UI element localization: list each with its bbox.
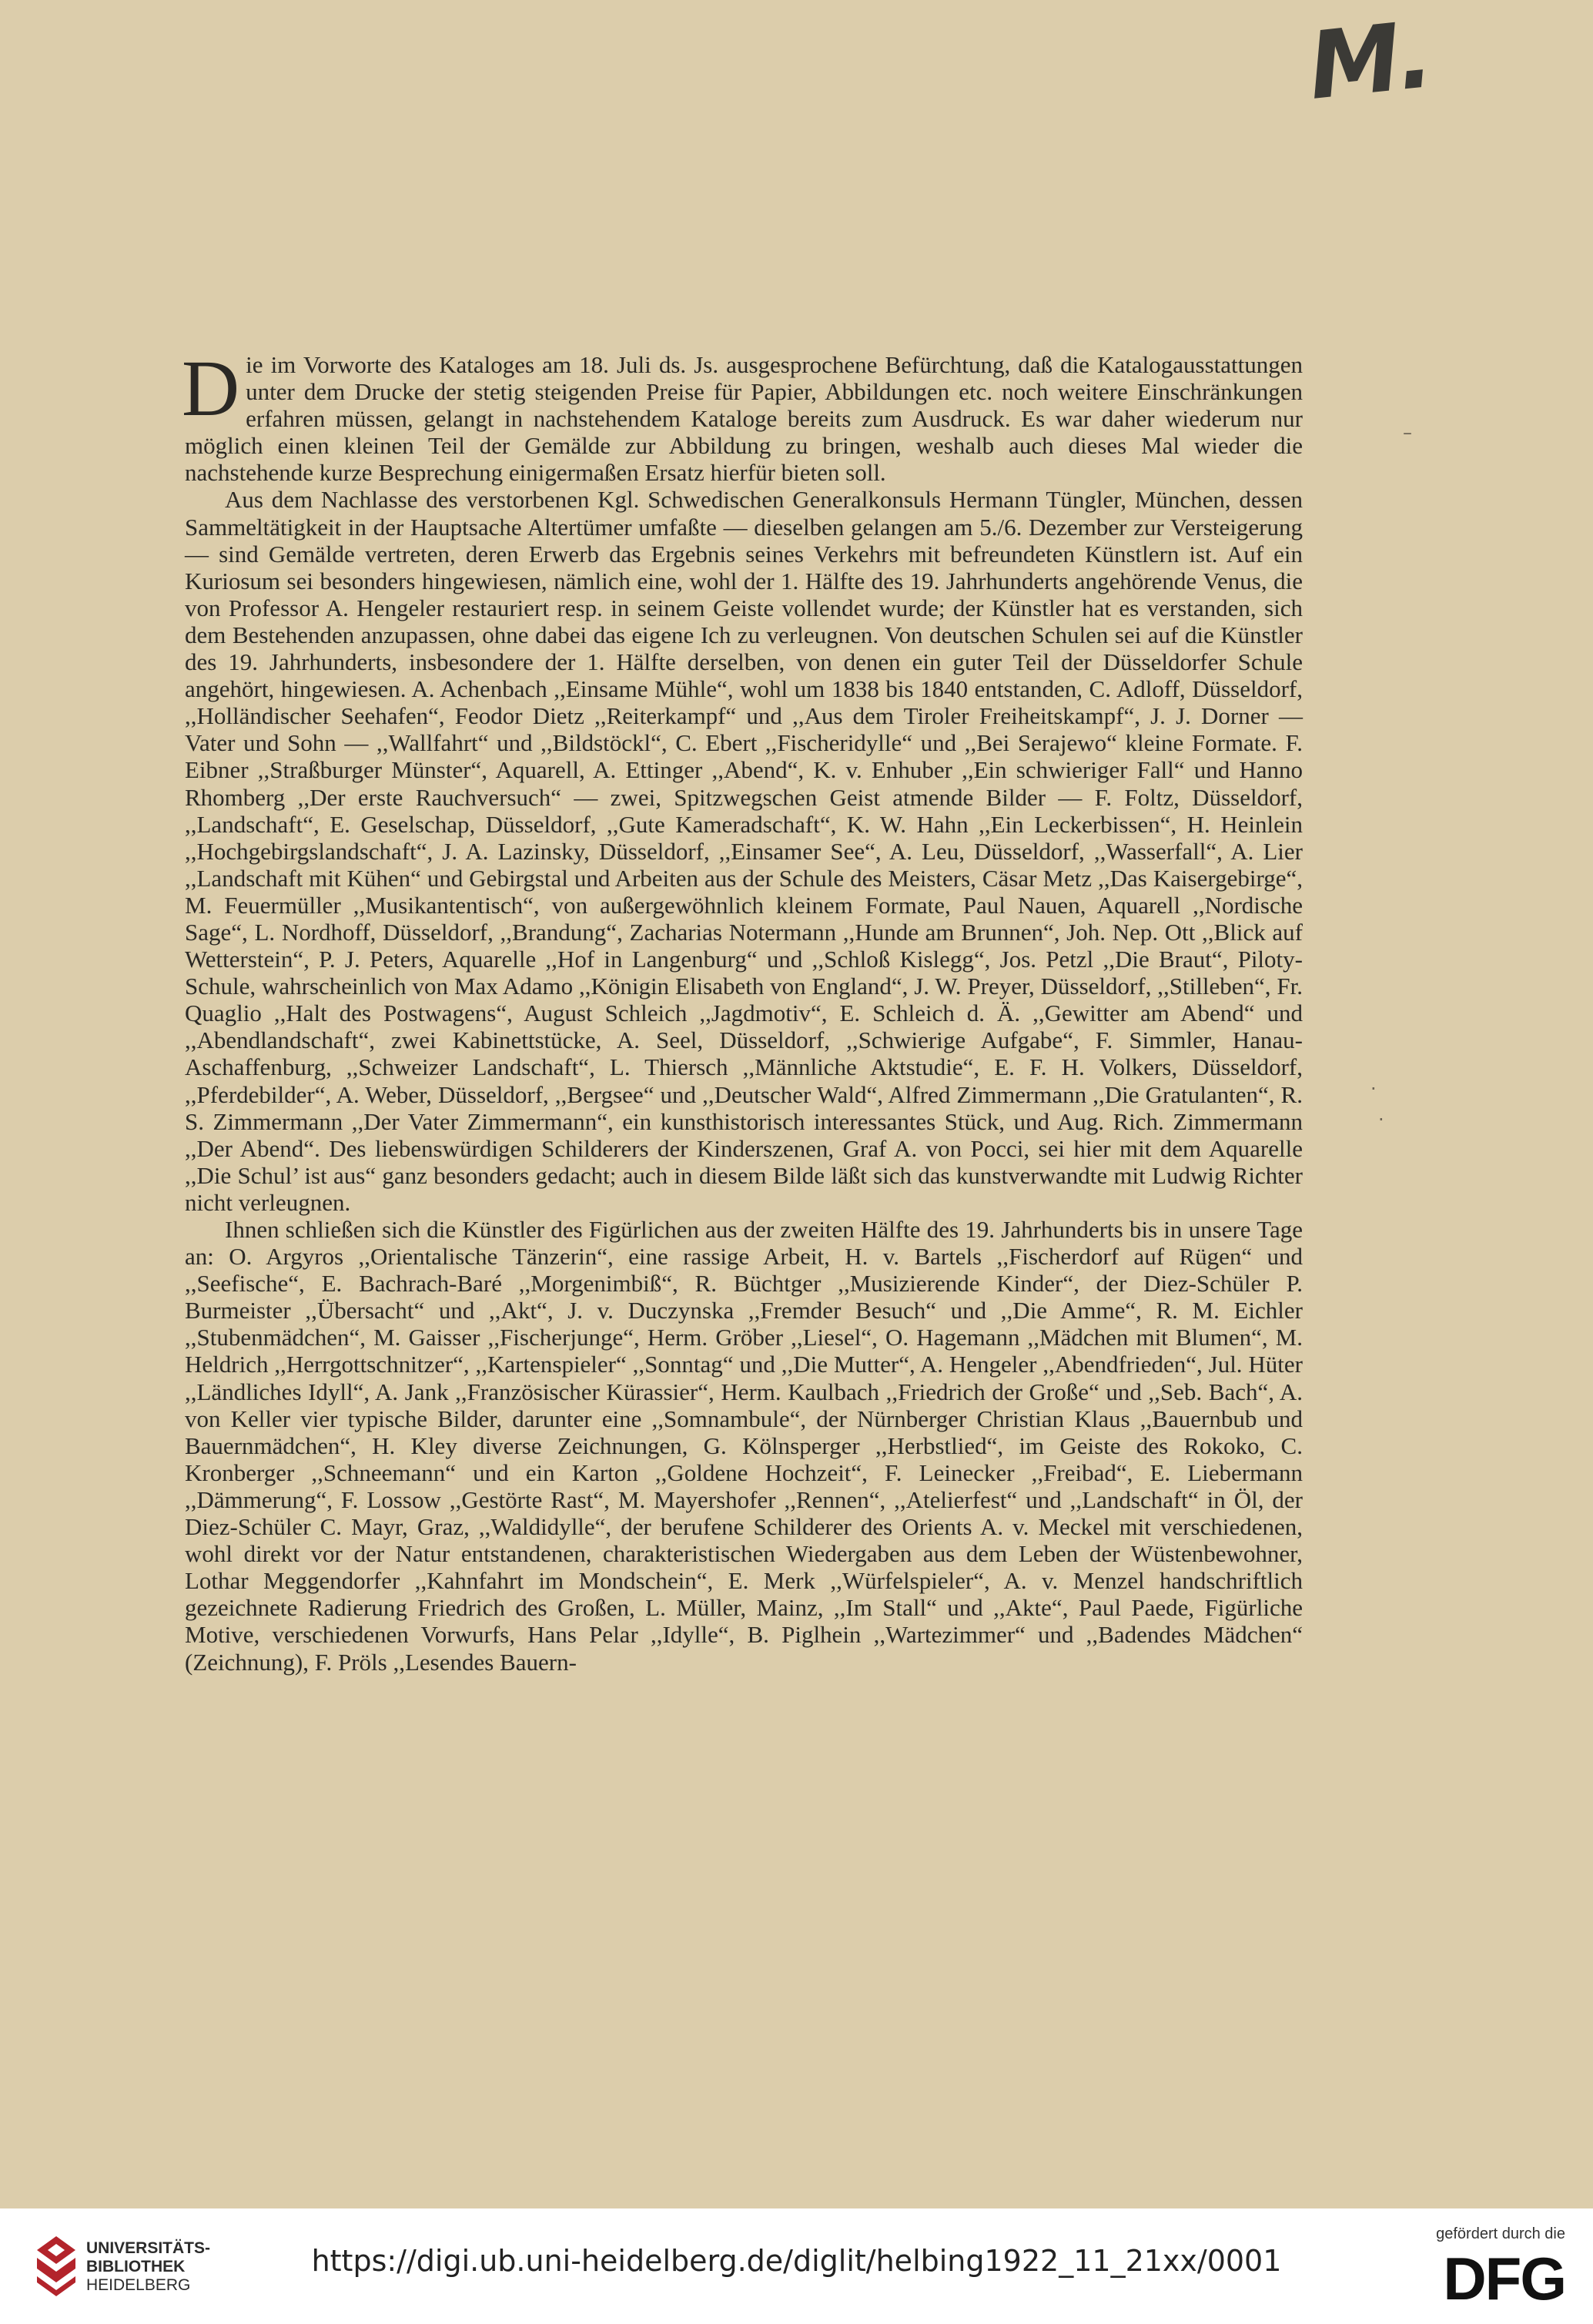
body-text [182, 344, 1303, 1676]
institution-line: BIBLIOTHEK [86, 2258, 186, 2275]
viewer-footer [0, 2208, 1593, 2324]
institution-line: HEIDELBERG [86, 2276, 191, 2294]
funding-caption: gefördert durch die [1436, 2225, 1565, 2242]
dfg-logo[interactable]: DFG [1443, 2245, 1565, 2312]
handwritten-note [1304, 2, 1540, 121]
drop-cap: D [182, 344, 240, 433]
paragraph-intro [182, 344, 1303, 487]
paper-speck: · [1378, 1109, 1384, 1130]
paragraph-tuengler: Aus dem Nachlasse des verstorbenen Kgl. Schwedischen Generalkonsuls Hermann Tüngler, München, dessen Sammeltätigkeit in der Hauptsache Altertümer umfaßte — dieselben gelangen am 5./6. Dezember zur Versteigerung — sind Gemälde vertreten, deren Erwerb das Ergebnis seines Verkehrs mit befreundeten Künstlern ist. Auf ein Kuriosum sei besonders hingewiesen, nämlich eine, wohl der 1. Hälfte des 19. Jahrhunderts angehörende Venus, die von Professor A. Hengeler restauriert resp. in seinem Geiste vollendet wurde; der Künstler hat es verstanden, sich dem Bestehenden anzupassen, ohne dabei das eigene Ich zu verleugnen. Von deutschen Schulen sei auf die Künstler des 19. Jahrhunderts, insbesondere der 1. Hälfte derselben, von denen ein guter Teil der Düsseldorfer Schule angehört, hingewiesen. A. Achenbach ,,Einsame Mühle“, wohl um 1838 bis 1840 entstanden, C. Adloff, Düsseldorf, ,,Holländischer Seehafen“, Feodor Dietz ,,Reiterkampf“ und ,,Aus dem Tiroler Freiheitskampf“, J. J. Dorner — Vater und Sohn — ,,Wallfahrt“ und ,,Bildstöckl“, C. Ebert ,,Fischeridylle“ und ,,Bei Serajewo“ kleine Formate. F. Eibner ,,Straßburger Münster“, Aquarell, A. Ettinger ,,Abend“, K. v. Enhuber ,,Ein schwieriger Fall“ und Hanno Rhomberg ,,Der erste Rauchversuch“ — zwei, Spitzwegschen Geist atmende Bilder — F. Foltz, Düsseldorf, ,,Landschaft“, E. Geselschap, Düsseldorf, ,,Gute Kameradschaft“, K. W. Hahn ,,Ein Leckerbissen“, H. Heinlein ,,Hochgebirgslandschaft“, J. A. Lazinsky, Düsseldorf, ,,Einsamer See“, A. Leu, Düsseldorf, ,,Wasserfall“, A. Lier ,,Landschaft mit Kühen“ und Gebirgstal und Arbeiten aus der Schule des Meisters, Cäsar Metz ,,Das Kaisergebirge“, M. Feuermüller ,,Musikantentisch“, von außergewöhnlich kleinem Formate, Paul Nauen, Aquarell ,,Nordische Sage“, L. Nordhoff, Düsseldorf, ,,Brandung“, Zacharias Notermann ,,Hunde am Brunnen“, Joh. Nep. Ott ,,Blick auf Wetterstein“, P. J. Peters, Aquarelle ,,Hof in Langenburg“ und ,,Schloß Kislegg“, Jos. Petzl ,,Die Braut“, Piloty-Schule, wahrscheinlich von Max Adamo ,,Königin Elisabeth von England“, J. W. Preyer, Düsseldorf, ,,Stilleben“, Fr. Quaglio ,,Halt des Postwagens“, August Schleich ,,Jagdmotiv“, E. Schleich d. Ä. ,,Gewitter am Abend“ und ,,Abendlandschaft“, zwei Kabinettstücke, A. Seel, Düsseldorf, ,,Schwierige Aufgabe“, F. Simmler, Hanau-Aschaffenburg, ,,Schweizer Landschaft“, L. Thiersch ,,Männliche Aktstudie“, E. F. H. Volkers, Düsseldorf, ,,Pferdebilder“, A. Weber, Düsseldorf, ,,Bergsee“ und ,,Deutscher Wald“, Alfred Zimmermann ,,Die Gratulanten“, R. S. Zimmermann ,,Der Vater Zimmermann“, ein kunsthistorisch interessantes Stück, und Aug. Rich. Zimmermann ,,Der Abend“. Des liebenswürdigen Schilderers der Kinderszenen, Graf A. von Pocci, sei hier mit dem Aquarelle ,,Die Schul’ ist aus“ ganz besonders gedacht; auch in diesem Bilde läßt sich das kunstverwandte mit Ludwig Richter nicht verleugnen. [185, 486, 1303, 1216]
handwritten-note-text: M. [1304, 2, 1435, 121]
institution-line: UNIVERSITÄTS- [86, 2239, 211, 2257]
paragraph-figuerliche: Ihnen schließen sich die Künstler des Figürlichen aus der zweiten Hälfte des 19. Jahrhunderts bis in unsere Tage an: O. Argyros ,,Orientalische Tänzerin“, eine rassige Arbeit, H. v. Bartels ,,Fischerdorf auf Rügen“ und ,,Seefische“, E. Bachrach-Baré ,,Morgenimbiß“, R. Büchtger ,,Musizierende Kinder“, der Diez-Schüler P. Burmeister ,,Übersacht“ und ,,Akt“, J. v. Duczynska ,,Fremder Besuch“ und ,,Die Amme“, R. M. Eichler ,,Stubenmädchen“, M. Gaisser ,,Fischerjunge“, Herm. Gröber ,,Liesel“, O. Hagemann ,,Mädchen mit Blumen“, M. Heldrich ,,Herrgottschnitzer“, ,,Kartenspieler“ ,,Sonntag“ und ,,Die Mutter“, A. Hengeler ,,Abendfrieden“, Jul. Hüter ,,Ländliches Idyll“, A. Jank ,,Französischer Kürassier“, Herm. Kaulbach ,,Friedrich der Große“ und ,,Seb. Bach“, A. von Keller vier typische Bilder, darunter eine ,,Somnambule“, der Nürnberger Christian Klaus ,,Bauernbub und Bauernmädchen“, H. Kley diverse Zeichnungen, G. Kölnsperger ,,Herbstlied“, im Geiste des Rokoko, C. Kronberger ,,Schneemann“ und ein Karton ,,Goldene Hochzeit“, F. Leinecker ,,Freibad“, E. Liebermann ,,Dämmerung“, F. Lossow ,,Gestörte Rast“, M. Mayershofer ,,Rennen“, ,,Atelierfest“ und ,,Landschaft“ in Öl, der Diez-Schüler C. Mayr, Graz, ,,Waldidylle“, der berufene Schilderer des Orients A. v. Meckel mit verschiedenen, wohl direkt vor der Natur entstandenen, charakteristischen Wiedergaben aus dem Leben der Wüstenbewohner, Lothar Meggendorfer ,,Kahnfahrt im Mondschein“, E. Merk ,,Würfelspieler“, A. v. Menzel handschriftlich gezeichnete Radierung Friedrich des Großen, L. Müller, Mainz, ,,Im Stall“ und ,,Akte“, Paul Paede, Figürliche Motive, verschiedenen Vorwurfs, Hans Pelar ,,Idylle“, B. Piglhein ,,Wartezimmer“ und ,,Badendes Mädchen“ (Zeichnung), F. Pröls ,,Lesendes Bauern- [185, 1216, 1303, 1676]
paragraph-intro-text: ie im Vorworte des Kataloges am 18. Juli ds. Js. ausgesprochene Befürchtung, daß die Katalogausstattungen unter dem Drucke der stetig steigenden Preise für Papier, Abbildungen etc. noch weitere Einschränkungen erfahren müssen, gelangt in nachstehendem Kataloge bereits zum Ausdruck. Es war daher wiederum nur möglich einen kleinen Teil der Gemälde zur Abbildung zu bringen, weshalb auch dieses Mal wieder die nachstehende kurze Besprechung einigermaßen Ersatz hierfür bieten soll. [185, 351, 1303, 487]
permalink-url[interactable]: https://digi.ub.uni-heidelberg.de/diglit/helbing1922_11_21xx/0001 [311, 2244, 1282, 2278]
paper-speck: · [1370, 1078, 1377, 1100]
paper-speck: – [1403, 422, 1412, 444]
